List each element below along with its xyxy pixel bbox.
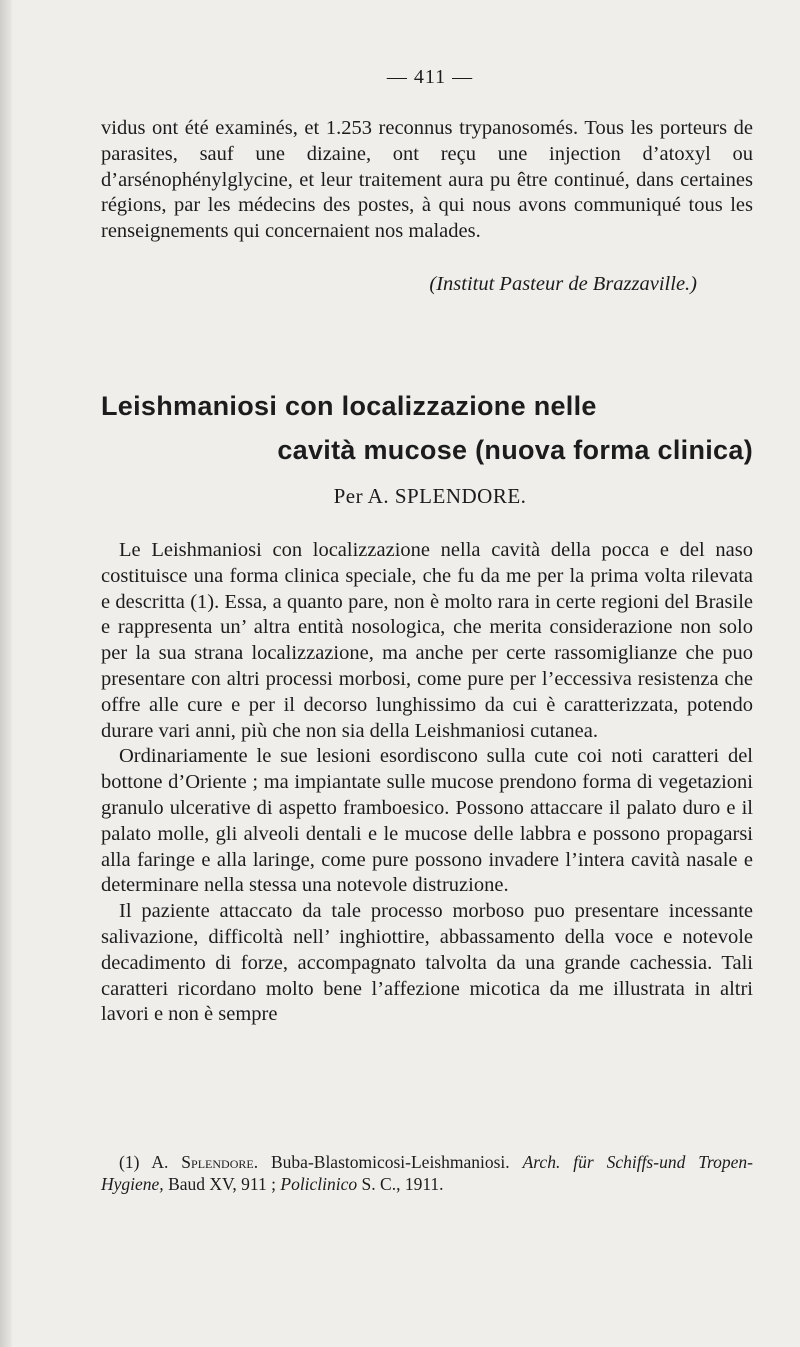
article-author: Per A. SPLENDORE. — [333, 484, 527, 508]
page-edge — [0, 0, 12, 1347]
paragraph: vidus ont été examinés, et 1.253 reconnus trypanosomés. Tous les porteurs de parasites, sauf une dizaine, ont reçu une injection d’atoxyl ou d’arsénophénylglycine, et leur traitement aura pu être continué, dans certaines régions, par les médecins des postes, à qui nous avons communiqué tous les renseignements qui concernaient nos malades. — [101, 117, 753, 243]
article-body — [101, 538, 753, 1028]
title-line-1: Leishmaniosi con localizzazione nelle — [101, 391, 597, 421]
paragraph: Ordinariamente le sue lesioni esordiscono sulla cute coi noti caratteri del bottone d’Oriente ; ma impiantate sulle mucose prendono forma di vegetazioni granulo ulcerative di aspetto framboesico. Possono attaccare il palato duro e il palato molle, gli alveoli dentali e le mucose delle labbra e possono propagarsi alla faringe e alla laringe, come pure possono invadere l’intera cavità nasale e determinare nella stessa una notevole distruzione. — [101, 745, 753, 897]
footnote-text: Baud XV, 911 ; — [168, 1174, 276, 1194]
footnote-marker: (1) A. — [119, 1152, 169, 1172]
footnote-journal: Arch. für Schiffs-und Tropen-Hygiene, — [101, 1152, 754, 1194]
footnote-journal: Policlinico — [280, 1174, 358, 1194]
title-line-2: cavità mucose (nuova forma clinica) — [277, 435, 753, 465]
footnote-text: Buba-Blastomicosi-Leishmaniosi. — [271, 1152, 510, 1172]
institution-signature: (Institut Pasteur de Brazzaville.) — [429, 273, 697, 295]
page-number: — 411 — — [386, 66, 474, 88]
paragraph: Il paziente attaccato da tale processo morboso puo presentare incessante salivazione, difficoltà nell’ inghiottire, abbassamento della voce e notevole decadimento di forze, accompagnato talvolta da una grande cachessia. Tali caratteri ricordano molto bene l’affezione micotica da me illustrata in altri lavori e non è sempre — [101, 900, 753, 1026]
footnote-author: Splendore. — [181, 1152, 259, 1172]
article-title — [101, 384, 753, 472]
footnote — [101, 1151, 753, 1195]
previous-article-paragraph — [101, 116, 753, 245]
footnote-text: S. C., 1911. — [361, 1174, 444, 1194]
paragraph: Le Leishmaniosi con localizzazione nella cavità della pocca e del naso costituisce una forma clinica speciale, che fu da me per la prima volta rilevata e descritta (1). Essa, a quanto pare, non è molto rara in certe regioni del Brasile e rappresenta un’ altra entità nosologica, che merita considerazione non solo per la sua strana localizzazione, ma anche per certe rassomiglianze che puo presentare con altri processi morbosi, come pure per l’eccessiva resistenza che offre alle cure e per il decorso lunghissimo da cui è caratterizzata, potendo durare vari anni, più che non sia della Leishmaniosi cutanea. — [101, 539, 753, 742]
